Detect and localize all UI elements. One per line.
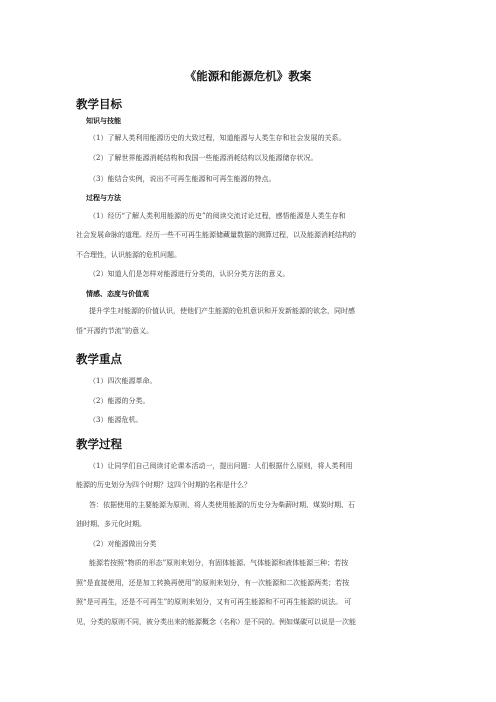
text-line: 照“是直接使用，还是加工转换再使用”的原则来划分，有一次能源和二次能源两类；若按	[76, 579, 350, 587]
text-line: 油时期、多元化时期。	[76, 520, 146, 528]
text-line: 提升学生对能源的价值认识，使他们产生能源的危机意识和开发新能源的欲念，同时感	[89, 307, 355, 315]
text-line: 社会发展命脉的道理。经历一些不可再生能源储藏量数据的测算过程，以及能源消耗结构的	[76, 231, 356, 239]
text-line: 照“是可再生，还是不可再生”的原则来划分，又有可再生能源和不可再生能源的说法。 可	[76, 598, 352, 606]
text-line: （3）能结合实例，说出不可再生能源和可再生能源的特点。	[89, 175, 276, 183]
text-line: （1）了解人类利用能源历史的大致过程，知道能源与人类生存和社会发展的关系。	[89, 134, 346, 142]
text-line: （1）经历“了解人类利用能源的历史”的阅读交流讨论过程，感悟能源是人类生存和	[89, 212, 346, 220]
text-line: （1）让同学们自己阅读讨论课本活动一，提出问题：人们根据什么原则，将人类利用	[89, 462, 353, 470]
text-line: 悟“开源约节流”的意义。	[76, 327, 154, 335]
subsection-heading-knowledge: 知识与技能	[86, 117, 121, 125]
text-line: 见，分类的原则不同，被分类出来的能源概念（名称）是不同的。例如煤碳可以说是一次能	[76, 618, 356, 626]
page-title: 《能源和能源危机》教案	[184, 69, 312, 83]
section-heading-process: 教学过程	[76, 437, 122, 451]
text-line: （3）能源危机。	[89, 416, 143, 424]
text-line: （2）对能源做出分类	[89, 540, 157, 548]
text-line: 不合理性，认识能源的危机问题。	[76, 251, 181, 259]
section-heading-goals: 教学目标	[76, 97, 122, 111]
subsection-heading-attitude: 情感、态度与价值观	[86, 290, 149, 298]
text-line: （2）能源的分类。	[89, 397, 150, 405]
text-line: 能源若按照“物质的形态”原则来划分，有固体能源、气体能源和液体能源三种；若按	[89, 559, 349, 567]
text-line: （2）了解世界能源消耗结构和我国一些能源消耗结构以及能源储存状况。	[89, 154, 318, 162]
section-heading-key-points: 教学重点	[76, 352, 122, 366]
text-line: 能源的历史划分为四个时期？这四个时期的名称是什么？	[76, 481, 251, 489]
text-line: （2）知道人们是怎样对能源进行分类的，认识分类方法的意义。	[89, 270, 290, 278]
text-line: （1）四次能源革命。	[89, 377, 157, 385]
subsection-heading-process-method: 过程与方法	[86, 194, 121, 202]
text-line: 答：依据使用的主要能源为原则，将人类使用能源的历史分为柴薪时期、煤炭时期、石	[89, 501, 355, 509]
